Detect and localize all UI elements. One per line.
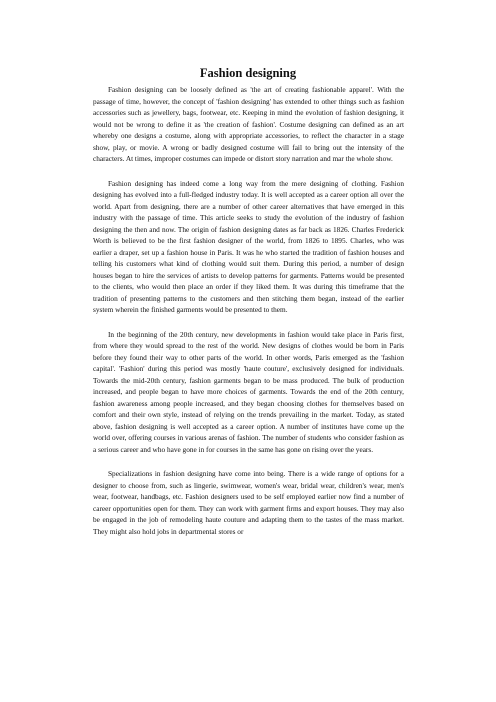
paragraph-1: Fashion designing can be loosely defined as 'the art of creating fashionable apparel'. With the passage of time, however, the concept of 'fashion designing' has extended to other things such as fashion accessories such as jewellery, bags, footwear, etc. Keeping in mind the evolution of fashion designing, it would not be wrong to define it as 'the creation of fashion'. Costume designing can defined as an art whereby one designs a costume, along with appropriate accessories, to reflect the character in a stage show, play, or movie. A wrong or badly designed costume will fail to bring out the intensity of the characters. At times, improper costumes can impede or distort story narration and mar the whole show. (93, 85, 404, 163)
paragraph-3: In the beginning of the 20th century, new developments in fashion would take place in Paris first, from where they would spread to the rest of the world. New designs of clothes would be born in Paris before they found their way to other parts of the world. In other words, Paris emerged as the 'fashion capital'. 'Fashion' during this period was mostly 'haute couture', exclusively designed for individuals. Towards the mid-20th century, fashion garments began to be mass produced. The bulk of production increased, and people began to have more choices of garments. Towards the end of the 20th century, fashion awareness among people increased, and they began choosing clothes for themselves based on comfort and their own style, instead of relying on the trends prevailing in the market. Today, as stated above, fashion designing is well accepted as a career option. A number of institutes have come up the world over, offering courses in various arenas of fashion. The number of students who consider fashion as a serious career and who have gone in for courses in the same has gone on rising over the years. (93, 329, 404, 454)
document-title: Fashion designing (199, 66, 297, 80)
paragraph-2: Fashion designing has indeed come a long way from the mere designing of clothing. Fashion designing has evolved into a full-fledged industry today. It is well accepted as a career option all over the world. Apart from designing, there are a number of other career alternatives that have emerged in this industry with the passage of time. This article seeks to study the evolution of the industry of fashion designing the then and now. The origin of fashion designing dates as far back as 1826. Charles Frederick Worth is believed to be the first fashion designer of the world, from 1826 to 1895. Charles, who was earlier a draper, set up a fashion house in Paris. It was he who started the tradition of fashion houses and telling his customers what kind of clothing would suit them. During this period, a number of design houses began to hire the services of artists to develop patterns for garments. Patterns would be presented to the clients, who would then place an order if they liked them. It was during this timeframe that the tradition of presenting patterns to the customers and then stitching them began, instead of the earlier system wherein the finished garments would be presented to them. (93, 178, 404, 314)
paragraph-4: Specializations in fashion designing have come into being. There is a wide range of options for a designer to choose from, such as lingerie, swimwear, women's wear, bridal wear, children's wear, men's wear, footwear, handbags, etc. Fashion designers used to be self employed earlier now find a number of career opportunities open for them. They can work with garment firms and export houses. They may also be engaged in the job of remodeling haute couture and adapting them to the tastes of the mass market. They might also hold jobs in departmental stores or (93, 469, 404, 536)
document-body (93, 84, 404, 550)
